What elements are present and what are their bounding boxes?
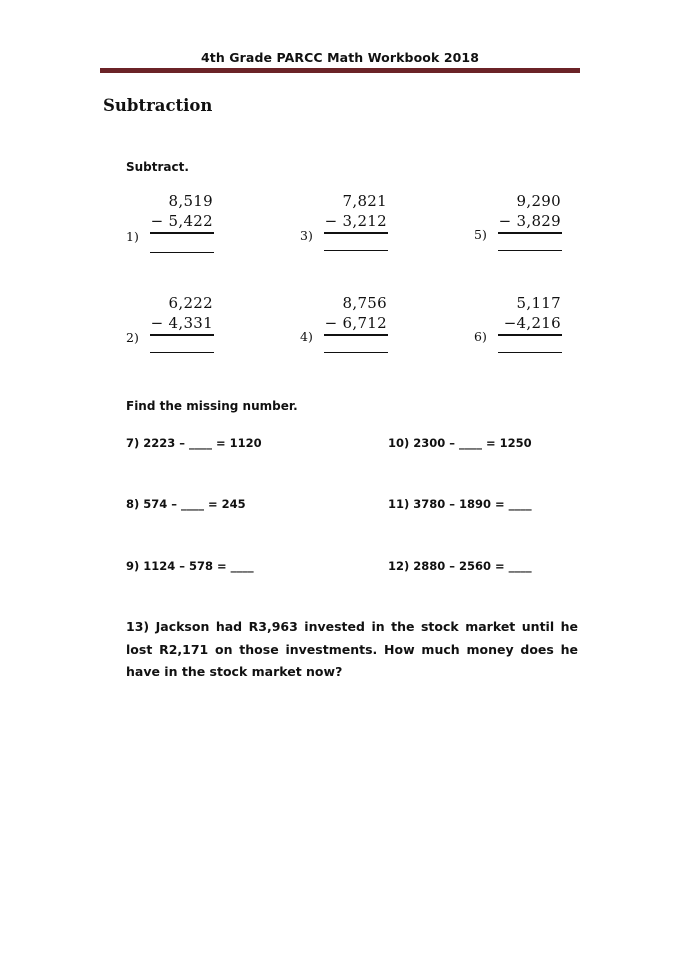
- problem-number: 1): [126, 229, 139, 244]
- sum-rule: [324, 334, 388, 336]
- equation-7: 7) 2223 – ____ = 1120: [126, 436, 262, 450]
- subtraction-problem-6: [474, 294, 594, 364]
- sum-rule: [150, 232, 214, 234]
- answer-line: [150, 352, 214, 353]
- equation-10: 10) 2300 – ____ = 1250: [388, 436, 532, 450]
- minuend: 9,290: [516, 192, 561, 210]
- sum-rule: [324, 232, 388, 234]
- subtrahend: − 5,422: [150, 212, 213, 230]
- answer-line: [324, 250, 388, 251]
- subtraction-problem-1: [126, 192, 246, 262]
- subtraction-problem-2: [126, 294, 246, 364]
- answer-line: [150, 252, 214, 253]
- sum-rule: [498, 232, 562, 234]
- answer-line: [498, 352, 562, 353]
- answer-line: [498, 250, 562, 251]
- minuend: 5,117: [516, 294, 561, 312]
- equation-8: 8) 574 – ____ = 245: [126, 497, 246, 511]
- subtrahend: −4,216: [503, 314, 561, 332]
- word-problem: 13) Jackson had R3,963 invested in the stock market until he lost R2,171 on those investments. How much money does he have in the stock market now?: [126, 619, 578, 679]
- subtraction-problem-3: [300, 192, 420, 262]
- subtrahend: − 3,212: [324, 212, 387, 230]
- subtrahend: − 3,829: [498, 212, 561, 230]
- problem-number: 3): [300, 228, 313, 243]
- subtrahend: − 4,331: [150, 314, 213, 332]
- minuend: 8,756: [342, 294, 387, 312]
- header-rule: [100, 68, 580, 73]
- subtraction-problem-4: [300, 294, 420, 364]
- equation-12: 12) 2880 – 2560 = ____: [388, 559, 532, 573]
- problem-number: 5): [474, 227, 487, 242]
- sum-rule: [150, 334, 214, 336]
- equation-9: 9) 1124 – 578 = ____: [126, 559, 254, 573]
- missing-number-instruction: Find the missing number.: [126, 399, 298, 413]
- equation-11: 11) 3780 – 1890 = ____: [388, 497, 532, 511]
- problem-number: 2): [126, 330, 139, 345]
- section-title: Subtraction: [103, 96, 213, 115]
- sum-rule: [498, 334, 562, 336]
- problem-number: 6): [474, 329, 487, 344]
- minuend: 8,519: [168, 192, 213, 210]
- subtrahend: − 6,712: [324, 314, 387, 332]
- subtract-instruction: Subtract.: [126, 160, 189, 174]
- subtraction-problem-5: [474, 192, 594, 262]
- minuend: 6,222: [168, 294, 213, 312]
- minuend: 7,821: [342, 192, 387, 210]
- header-title: 4th Grade PARCC Math Workbook 2018: [200, 50, 480, 65]
- answer-line: [324, 352, 388, 353]
- problem-number: 4): [300, 329, 313, 344]
